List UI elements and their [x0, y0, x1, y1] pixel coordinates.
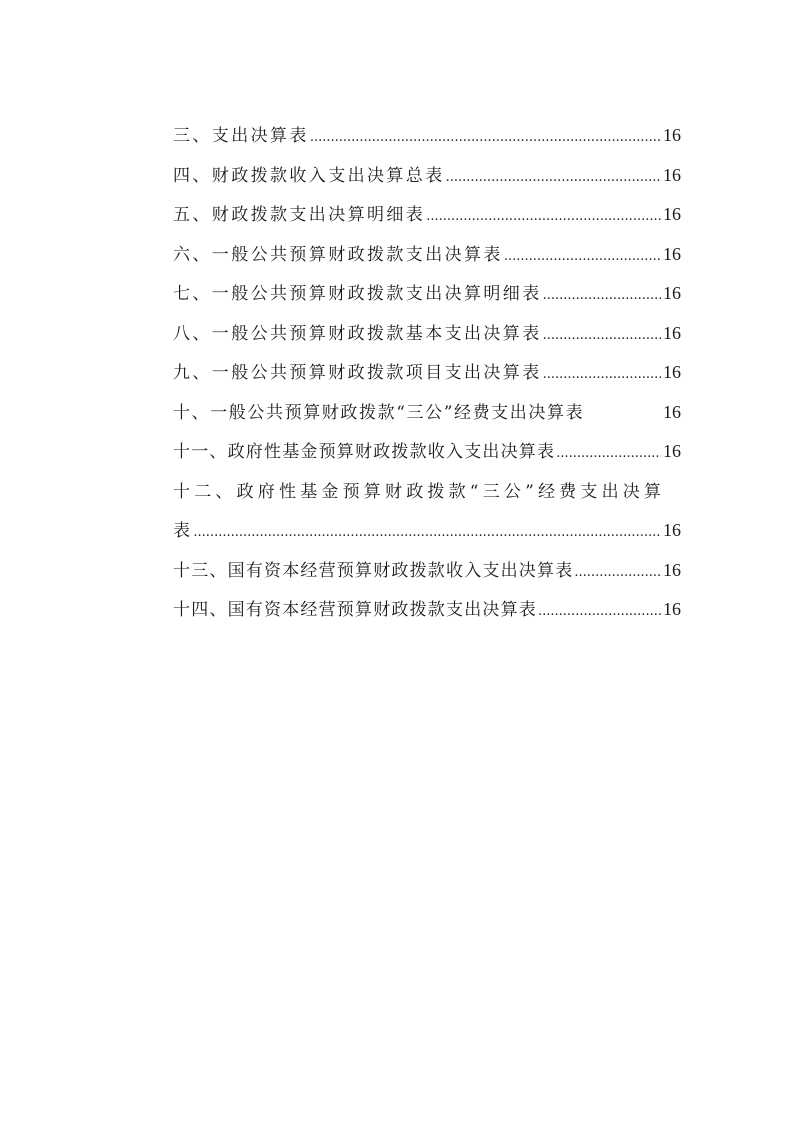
toc-entry[interactable] — [173, 161, 681, 201]
dot-leader — [310, 130, 661, 145]
toc-entry-label: 四、财政拨款收入支出决算总表 — [173, 165, 445, 186]
toc-entry-label: 九、一般公共预算财政拨款项目支出决算表 — [173, 363, 542, 383]
toc-entry-page: 16 — [663, 204, 681, 224]
toc-entry-label: 十一、政府性基金预算财政拨款收入支出决算表 — [173, 442, 556, 462]
toc-entry-page: 16 — [663, 164, 681, 185]
toc-entry[interactable] — [173, 437, 681, 477]
toc-entry-page: 16 — [663, 441, 681, 461]
toc-entry-page: 16 — [663, 283, 681, 303]
toc-entry-page: 16 — [663, 322, 681, 343]
dot-leader — [543, 328, 661, 343]
toc-entry-label: 十、一般公共预算财政拨款“三公”经费支出决算表 — [173, 402, 585, 423]
toc-entry-page: 16 — [663, 125, 681, 145]
toc-entry-line2[interactable] — [173, 516, 681, 556]
toc-entry-page: 16 — [663, 559, 681, 580]
toc-entry-label: 七、一般公共预算财政拨款支出决算明细表 — [173, 284, 542, 304]
toc-entry[interactable] — [173, 279, 681, 319]
dot-leader — [538, 604, 661, 619]
toc-entry-page: 16 — [663, 243, 681, 264]
toc-entry[interactable] — [173, 556, 681, 596]
toc-entry[interactable] — [173, 595, 681, 635]
toc-entry-label: 五、财政拨款支出决算明细表 — [173, 205, 426, 225]
dot-leader — [426, 209, 661, 224]
toc-entry[interactable] — [173, 358, 681, 398]
toc-entry-label: 十二、政府性基金预算财政拨款“三公”经费支出决算 — [173, 481, 666, 502]
toc-entry-label-continued: 表 — [173, 521, 193, 541]
dot-leader — [543, 367, 661, 382]
dot-leader — [446, 170, 661, 185]
toc-entry-page: 16 — [663, 520, 681, 540]
toc-entry-label: 八、一般公共预算财政拨款基本支出决算表 — [173, 323, 542, 344]
toc-entry-label: 三、支出决算表 — [173, 126, 309, 146]
toc-entry-label: 十四、国有资本经营预算财政拨款支出决算表 — [173, 600, 537, 620]
toc-entry-page: 16 — [663, 362, 681, 382]
toc-entry[interactable] — [173, 121, 681, 161]
toc-entry[interactable] — [173, 398, 681, 438]
table-of-contents — [173, 121, 681, 635]
toc-entry-label: 十三、国有资本经营预算财政拨款收入支出决算表 — [173, 560, 574, 581]
dot-leader — [504, 249, 661, 264]
dot-leader — [556, 446, 661, 461]
toc-entry[interactable] — [173, 240, 681, 280]
toc-entry-line1[interactable] — [173, 477, 681, 517]
dot-leader — [193, 525, 661, 540]
toc-entry[interactable] — [173, 200, 681, 240]
dot-leader — [543, 288, 661, 303]
dot-leader — [574, 565, 661, 580]
toc-entry-label: 六、一般公共预算财政拨款支出决算表 — [173, 244, 503, 265]
toc-entry-page: 16 — [663, 401, 681, 422]
toc-entry-page: 16 — [663, 599, 681, 619]
toc-entry[interactable] — [173, 319, 681, 359]
